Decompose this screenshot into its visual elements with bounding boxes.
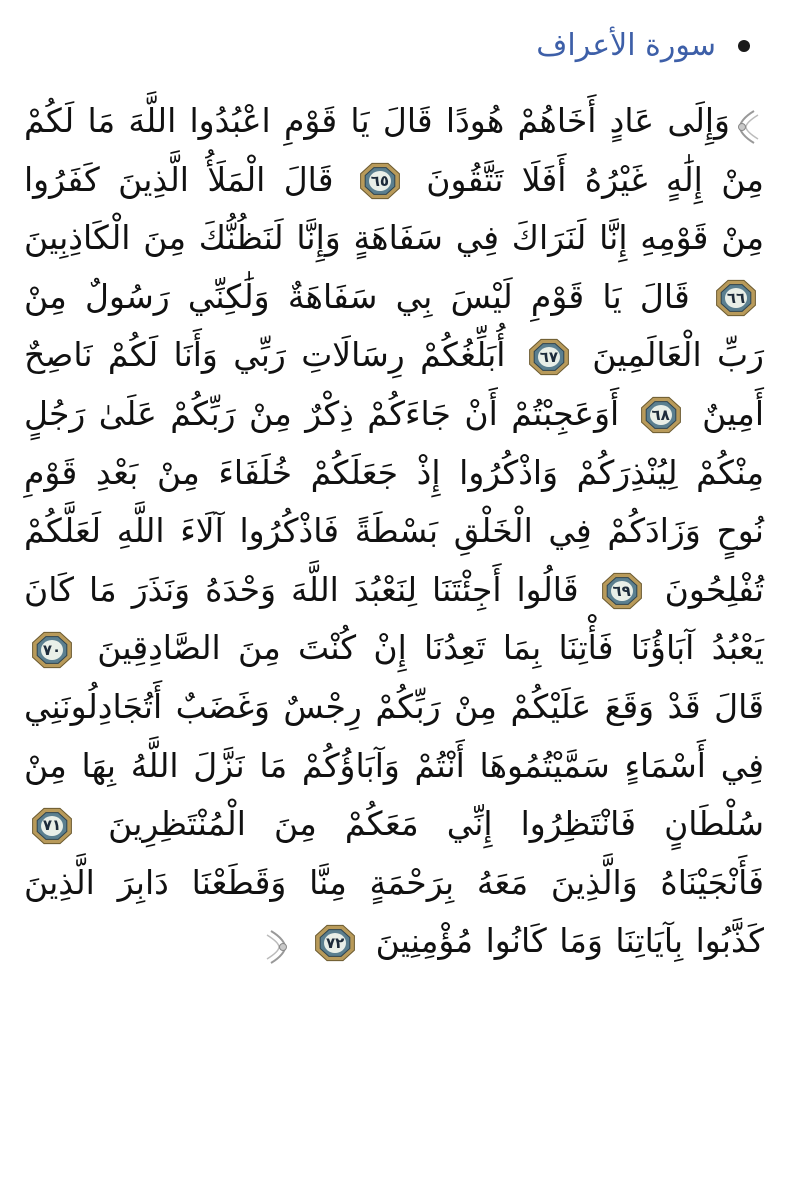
ayah-number-medallion-icon (714, 278, 758, 318)
verse-text: فَأَنْجَيْنَاهُ وَالَّذِينَ مَعَهُ بِرَحْمَةٍ مِنَّا وَقَطَعْنَا دَابِرَ الَّذِينَ كَذَّبُوا بِآيَاتِنَا وَمَا كَانُوا مُؤْمِنِينَ (24, 862, 764, 961)
verses-block (24, 92, 764, 971)
ayah-number: ٦٦ (726, 288, 746, 307)
ayah-number: ٦٥ (370, 171, 390, 190)
verse-text: أَوَعَجِبْتُمْ أَنْ جَاءَكُمْ ذِكْرٌ مِنْ رَبِّكُمْ عَلَىٰ رَجُلٍ مِنْكُمْ لِيُنْذِرَكُمْ وَاذْكُرُوا إِذْ جَعَلَكُمْ خُلَفَاءَ مِنْ بَعْدِ قَوْمِ نُوحٍ وَزَادَكُمْ فِي الْخَلْقِ بَسْطَةً فَاذْكُرُوا آلَاءَ اللَّهِ لَعَلَّكُمْ تُفْلِحُونَ (24, 393, 764, 609)
bullet-icon (738, 40, 750, 52)
surah-title-link[interactable]: سورة الأعراف (536, 28, 716, 63)
ayah-number-medallion-icon (600, 571, 644, 611)
ayah-number: ٧١ (42, 816, 62, 835)
verse-text: وَإِلَى عَادٍ أَخَاهُمْ هُودًا قَالَ يَا قَوْمِ اعْبُدُوا اللَّهَ مَا لَكُمْ مِنْ إِلَٰهٍ غَيْرُهُ أَفَلَا تَتَّقُونَ (24, 101, 764, 199)
ayah-number-medallion-icon (527, 337, 571, 377)
verse-text: قَالَ الْمَلَأُ الَّذِينَ كَفَرُوا مِنْ قَوْمِهِ إِنَّا لَنَرَاكَ فِي سَفَاهَةٍ وَإِنَّا لَنَظُنُّكَ مِنَ الْكَاذِبِينَ (24, 159, 764, 258)
verse-text: قَالُوا أَجِئْتَنَا لِنَعْبُدَ اللَّهَ وَحْدَهُ وَنَذَرَ مَا كَانَ يَعْبُدُ آبَاؤُنَا فَأْتِنَا بِمَا تَعِدُنَا إِنْ كُنْتَ مِنَ الصَّادِقِينَ (24, 569, 764, 668)
verse-text: أُبَلِّغُكُمْ رِسَالَاتِ رَبِّي وَأَنَا لَكُمْ نَاصِحٌ أَمِينٌ (24, 335, 764, 433)
ayah-number: ٧٢ (326, 933, 345, 952)
ayah-number-medallion-icon (30, 806, 74, 846)
ayah-number-medallion-icon (639, 395, 683, 435)
ayah-number: ٦٨ (651, 406, 670, 425)
verse-text: قَالَ قَدْ وَقَعَ عَلَيْكُمْ مِنْ رَبِّكُمْ رِجْسٌ وَغَضَبٌ أَتُجَادِلُونَنِي فِي أَسْمَاءٍ سَمَّيْتُمُوهَا أَنْتُمْ وَآبَاؤُكُمْ مَا نَزَّلَ اللَّهُ بِهَا مِنْ سُلْطَانٍ فَانْتَظِرُوا إِنِّي مَعَكُمْ مِنَ الْمُنْتَظِرِينَ (24, 686, 764, 844)
ornate-bracket-close-icon (265, 925, 291, 961)
ayah-number: ٦٧ (539, 347, 558, 366)
ayah-number-medallion-icon (313, 923, 357, 963)
verse-text: قَالَ يَا قَوْمِ لَيْسَ بِي سَفَاهَةٌ وَلَٰكِنِّي رَسُولٌ مِنْ رَبِّ الْعَالَمِينَ (24, 276, 764, 375)
ayah-number: ٧٠ (42, 640, 62, 659)
ayah-number-medallion-icon (30, 630, 74, 670)
surah-header (536, 18, 750, 74)
ayah-number-medallion-icon (358, 161, 402, 201)
ornate-bracket-open-icon (734, 105, 760, 141)
ayah-number: ٦٩ (612, 581, 631, 600)
